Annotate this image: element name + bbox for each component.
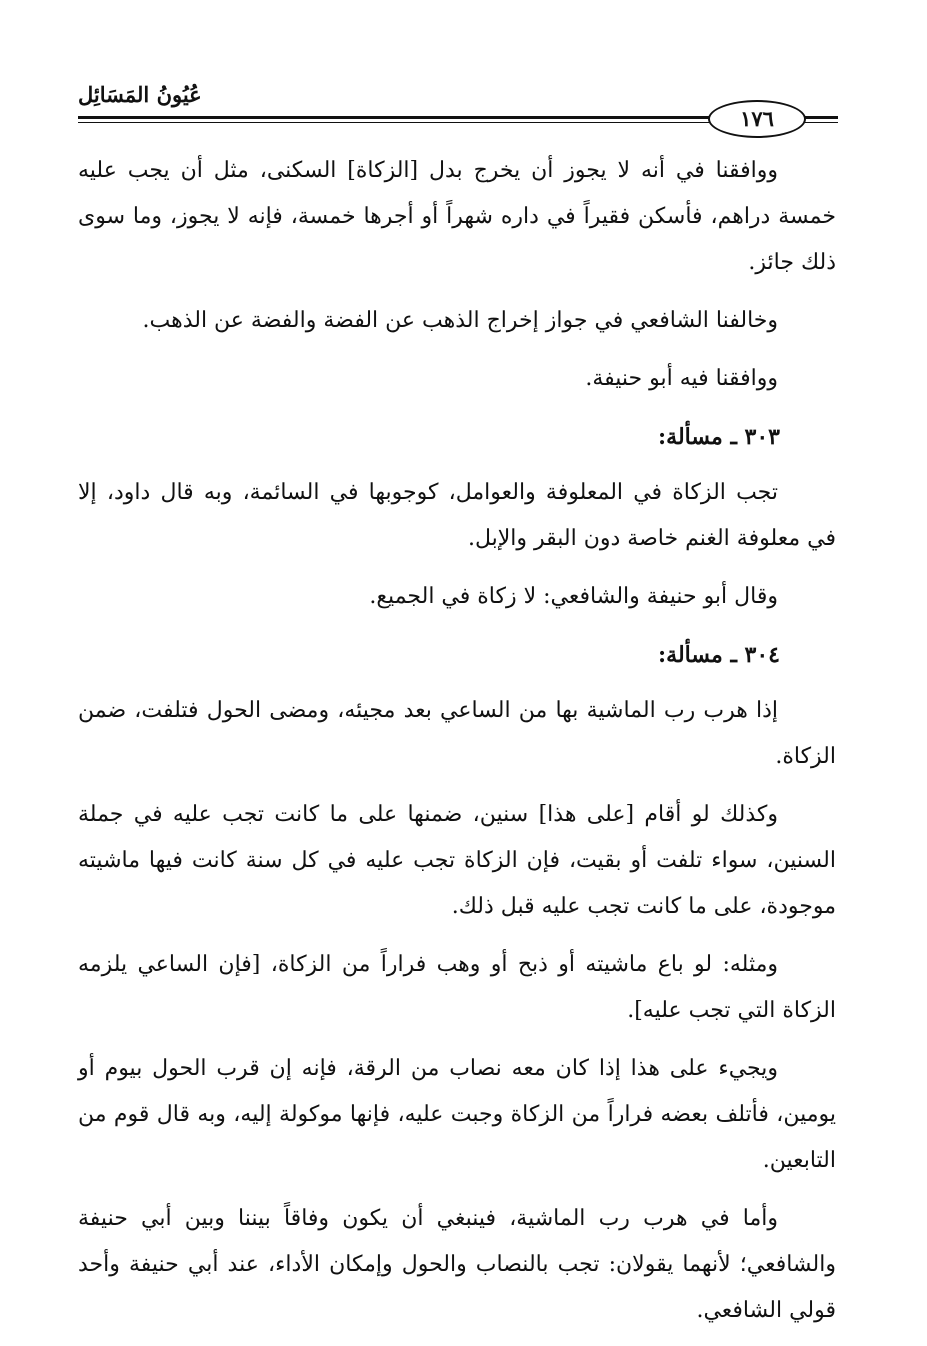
- paragraph: وخالفنا الشافعي في جواز إخراج الذهب عن الفضة والفضة عن الذهب.: [142, 308, 778, 333]
- page-header: [78, 70, 838, 130]
- section-heading: ٣٠٤ ـ مسألة:: [658, 642, 780, 668]
- paragraph: ومثله: لو باع ماشيته أو ذبح أو وهب فراراً من الزكاة، [فإن الساعي يلزمه الزكاة التي تجب عليه].: [78, 952, 836, 1023]
- book-title: عُيُونُ المَسَائِل: [78, 82, 202, 107]
- paragraph: وكذلك لو أقام [على هذا] سنين، ضمنها على ما كانت تجب عليه في جملة السنين، سواء تلفت أو بقيت، فإن الزكاة تجب عليه في كل سنة كانت فيها ماشيته موجودة، على ما كانت تجب عليه قبل ذلك.: [78, 802, 836, 919]
- paragraph: ووافقنا فيه أبو حنيفة.: [585, 366, 778, 391]
- page-body: [78, 148, 836, 1346]
- paragraph: ويجيء على هذا إذا كان معه نصاب من الرقة، فإنه إن قرب الحول بيوم أو يومين، فأتلف بعضه فراراً من الزكاة وجبت عليه، فإنها موكولة إليه، وبه قال قوم من التابعين.: [78, 1056, 836, 1173]
- paragraph: ووافقنا في أنه لا يجوز أن يخرج بدل [الزكاة] السكنى، مثل أن يجب عليه خمسة دراهم، فأسكن فقيراً في داره شهراً أو أجرها خمسة، فإنه لا يجوز، وما سوى ذلك جائز.: [78, 158, 836, 275]
- page-number-badge: ١٧٦: [708, 100, 806, 138]
- paragraph: وقال أبو حنيفة والشافعي: لا زكاة في الجميع.: [369, 584, 778, 609]
- paragraph: تجب الزكاة في المعلوفة والعوامل، كوجوبها في السائمة، وبه قال داود، إلا في معلوفة الغنم خاصة دون البقر والإبل.: [78, 480, 836, 551]
- paragraph: إذا هرب رب الماشية بها من الساعي بعد مجيئه، ومضى الحول فتلفت، ضمن الزكاة.: [78, 698, 836, 769]
- section-heading: ٣٠٣ ـ مسألة:: [658, 424, 780, 450]
- paragraph: وأما في هرب رب الماشية، فينبغي أن يكون وفاقاً بيننا وبين أبي حنيفة والشافعي؛ لأنهما يقولان: تجب بالنصاب والحول وإمكان الأداء، عند أبي حنيفة وأحد قولي الشافعي.: [78, 1206, 836, 1323]
